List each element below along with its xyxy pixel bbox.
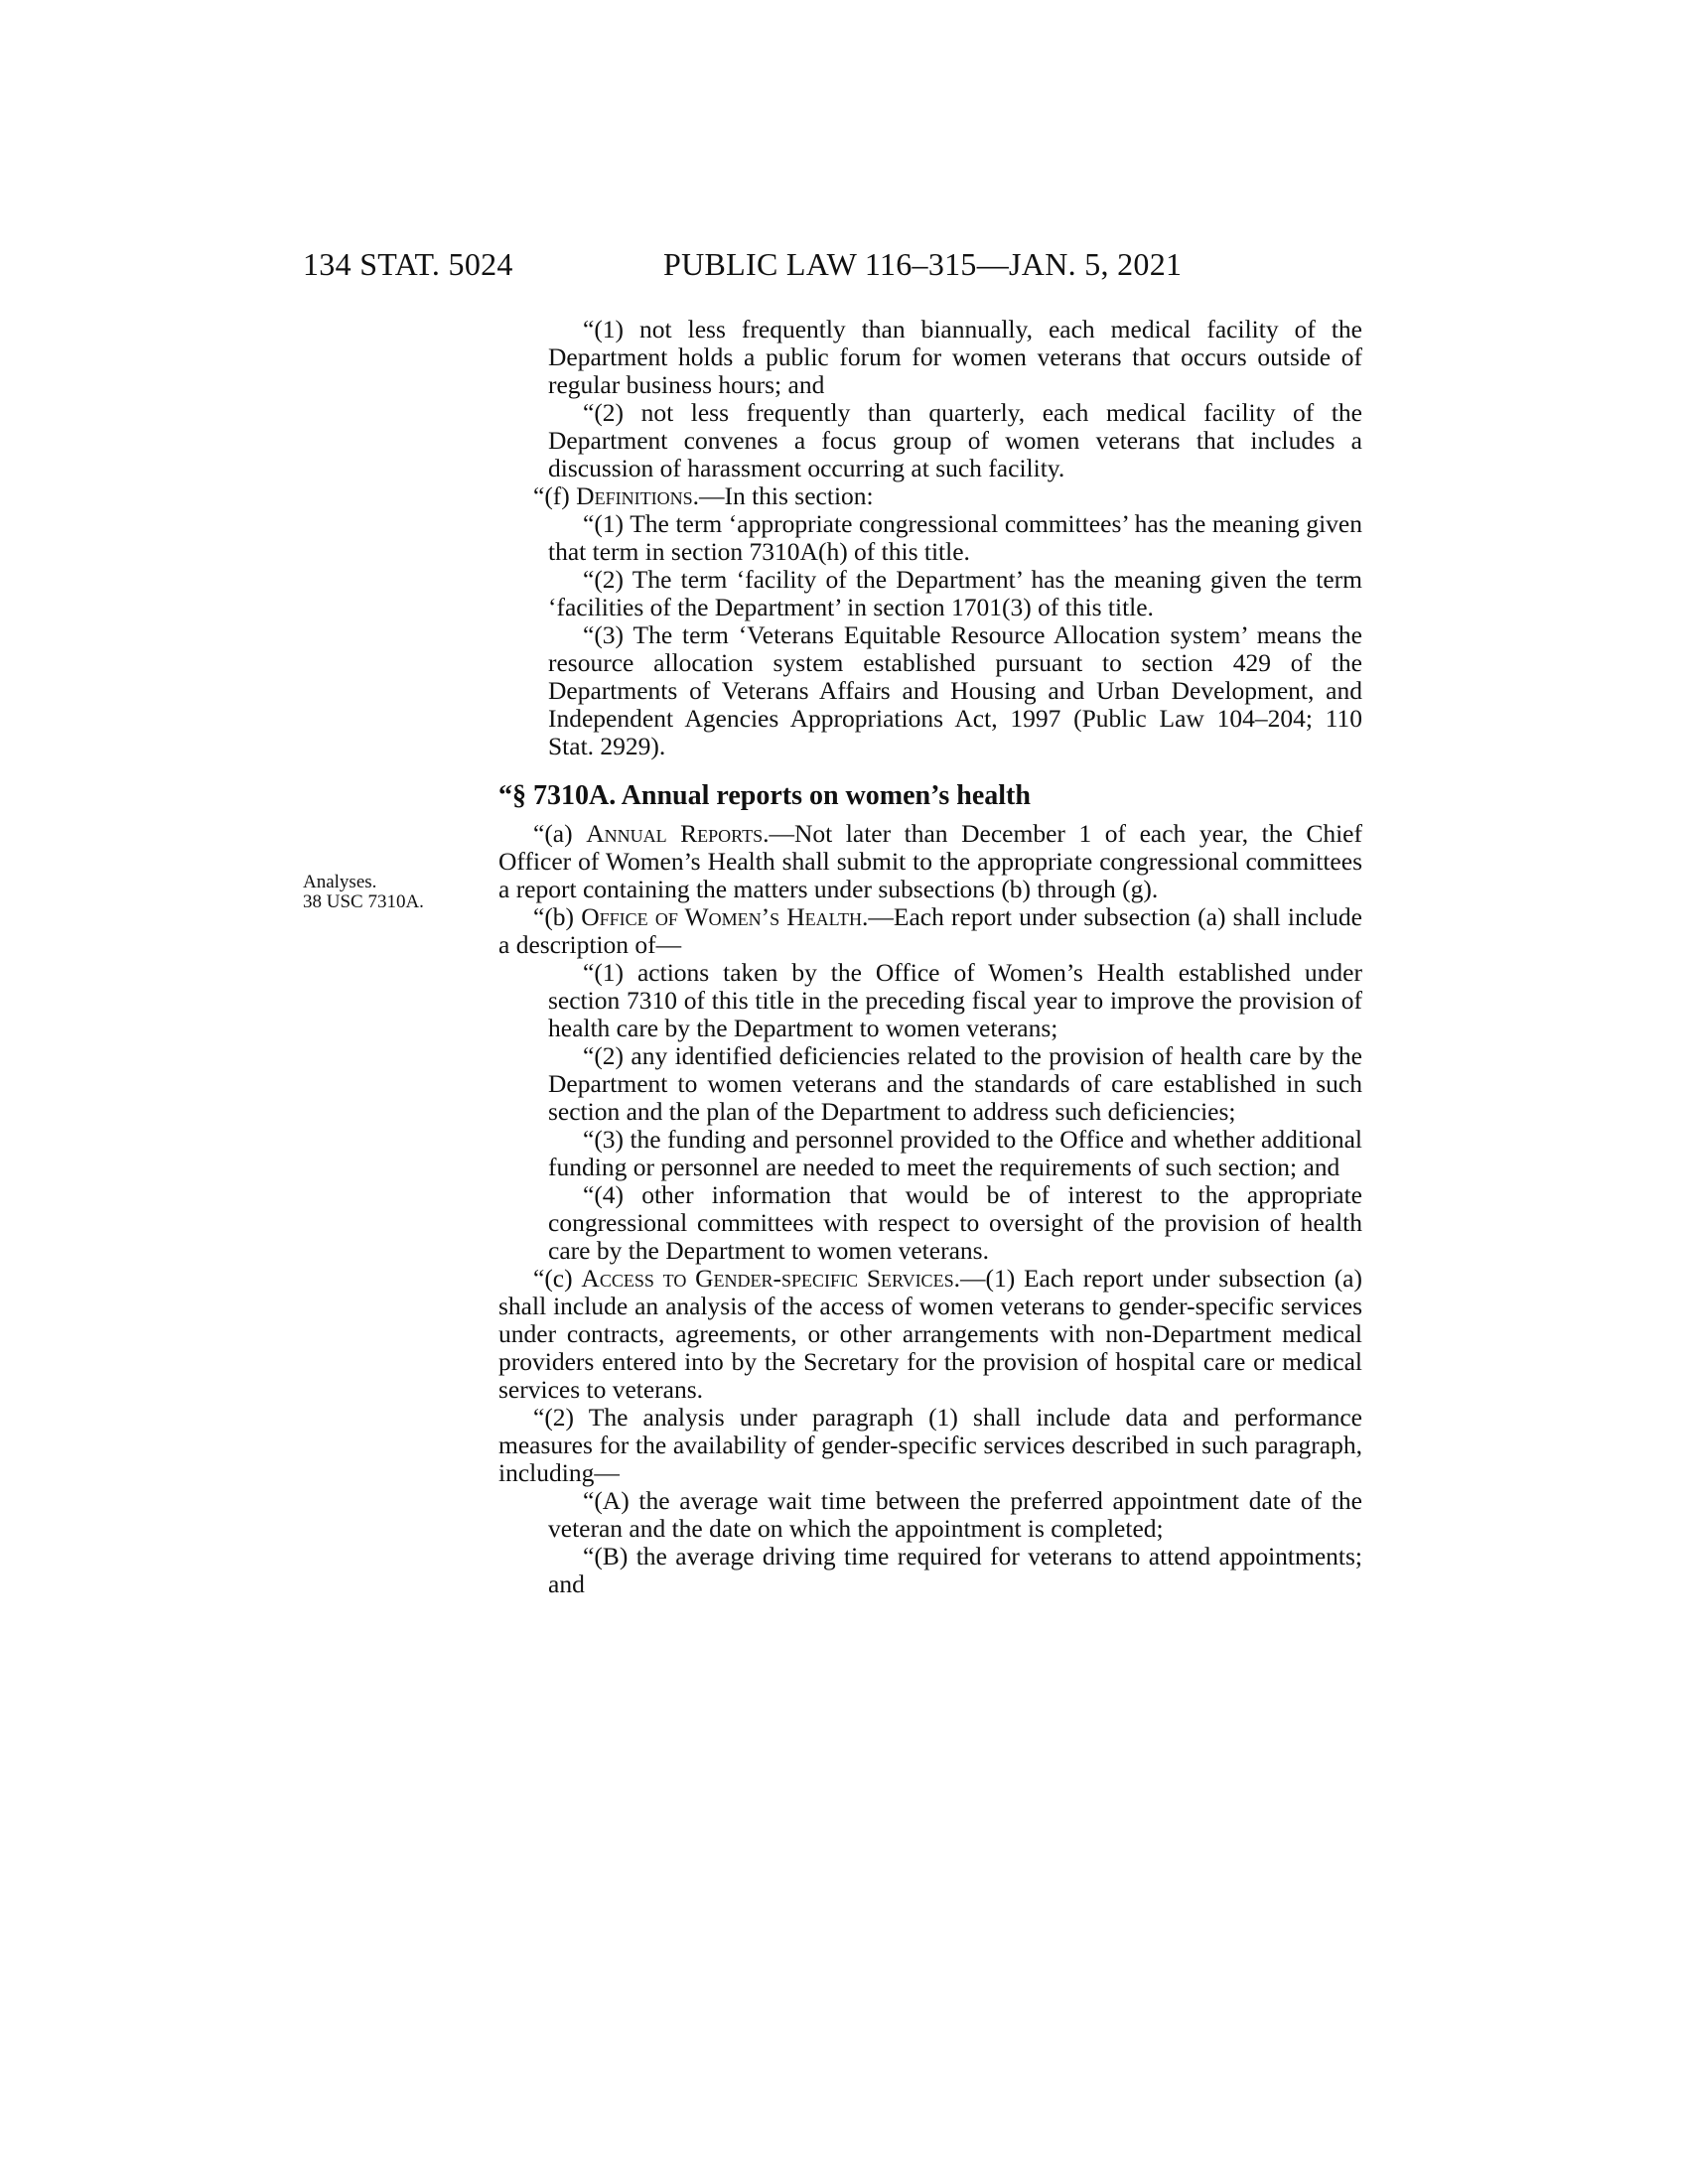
document-body bbox=[498, 316, 1362, 1598]
subsection-c-access-gender-specific bbox=[498, 1265, 1362, 1404]
paragraph-b2: “(2) any identified deficiencies related to the provision of health care by the Department to women veterans and the standards of care established in such section and the plan of the Department to address such deficiencies; bbox=[548, 1041, 1362, 1126]
paragraph-c2: “(2) The analysis under paragraph (1) shall include data and performance measures for the availability of gender-specific services described in such paragraph, including— bbox=[498, 1403, 1362, 1487]
subsection-c-rest: .—(1) Each report under subsection (a) shall include an analysis of the access of women veterans to gender-specific services under contracts, agreements, or other arrangements with non-Department medical providers entered into by the Secretary for the provision of hospital care or medical services to veterans. bbox=[498, 1264, 1362, 1404]
paragraph-b4: “(4) other information that would be of interest to the appropriate congressional committees with respect to oversight of the provision of health care by the Department to women veterans. bbox=[548, 1180, 1362, 1265]
subsection-a-annual-reports bbox=[498, 820, 1362, 903]
subsection-f-heading: Definitions bbox=[576, 481, 693, 510]
subsection-b-rest: .—Each report under subsection (a) shall include a description of— bbox=[498, 902, 1362, 959]
paragraph-cA: “(A) the average wait time between the preferred appointment date of the veteran and the date on which the appointment is completed; bbox=[548, 1486, 1362, 1543]
subsection-f-definitions bbox=[498, 482, 1362, 510]
paragraph-b3: “(3) the funding and personnel provided to the Office and whether additional funding or personnel are needed to meet the requirements of such section; and bbox=[548, 1125, 1362, 1181]
subsection-f-rest: .—In this section: bbox=[692, 481, 874, 510]
subsection-a-lead: “(a) bbox=[533, 819, 587, 848]
paragraph-f1: “(1) The term ‘appropriate congressional committees’ has the meaning given that term in section 7310A(h) of this title. bbox=[548, 509, 1362, 566]
paragraph-cB: “(B) the average driving time required for veterans to attend appointments; and bbox=[548, 1542, 1362, 1598]
section-heading-7310a: “§ 7310A. Annual reports on women’s health bbox=[498, 780, 1031, 811]
subsection-a-rest: .—Not later than December 1 of each year, the Chief Officer of Women’s Health shall submit to the appropriate congressional committees a report containing the matters under subsections (b) through (g). bbox=[498, 819, 1362, 903]
subsection-a-heading: Annual Reports bbox=[586, 819, 764, 848]
margin-note-usc-citation: 38 USC 7310A. bbox=[303, 891, 424, 912]
paragraph-f3: “(3) The term ‘Veterans Equitable Resource Allocation system’ means the resource allocation system established pursuant to section 429 of the Departments of Veterans Affairs and Housing and Urban Development, and Independent Agencies Appropriations Act, 1997 (Public Law 104–204; 110 Stat. 2929). bbox=[548, 620, 1362, 760]
subsection-c-heading: Access to Gender-specific Services bbox=[581, 1264, 954, 1293]
subsection-c-lead: “(c) bbox=[533, 1264, 582, 1293]
subsection-b-lead: “(b) bbox=[533, 902, 582, 931]
subsection-b-heading: Office of Women’s Health bbox=[581, 902, 863, 931]
paragraph-b1: “(1) actions taken by the Office of Women’s Health established under section 7310 of this title in the preceding fiscal year to improve the provision of health care by the Department to women veterans; bbox=[548, 958, 1362, 1042]
public-law-title: PUBLIC LAW 116–315—JAN. 5, 2021 bbox=[663, 246, 1183, 282]
margin-note-analyses: Analyses. bbox=[303, 872, 377, 892]
stat-page-reference: 134 STAT. 5024 bbox=[303, 246, 513, 282]
paragraph-f2: “(2) The term ‘facility of the Department’ has the meaning given the term ‘facilities of the Department’ in section 1701(3) of this title. bbox=[548, 565, 1362, 621]
subsection-f-lead: “(f) bbox=[533, 481, 577, 510]
paragraph-e2: “(2) not less frequently than quarterly, each medical facility of the Department convenes a focus group of women veterans that includes a discussion of harassment occurring at such facility. bbox=[548, 398, 1362, 482]
subsection-b-office-of-womens-health bbox=[498, 903, 1362, 959]
paragraph-e1: “(1) not less frequently than biannually, each medical facility of the Department holds a public forum for women veterans that occurs outside of regular business hours; and bbox=[548, 315, 1362, 399]
